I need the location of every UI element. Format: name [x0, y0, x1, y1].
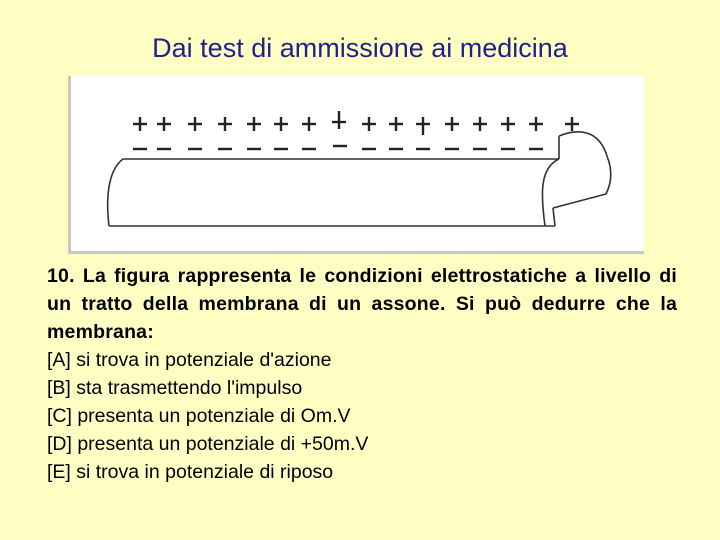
- plus-sign: [188, 117, 202, 131]
- plus-sign: [157, 117, 171, 131]
- plus-sign: [473, 117, 487, 131]
- plus-sign: [133, 117, 147, 131]
- answer-option-b: [B] sta trasmettendo l'impulso: [47, 377, 303, 399]
- plus-sign: [302, 117, 316, 131]
- membrane-figure: [68, 76, 644, 254]
- plus-sign: [416, 117, 430, 135]
- answer-option-d: [D] presenta un potenziale di +50m.V: [47, 433, 369, 455]
- question-block: [47, 262, 677, 486]
- plus-sign: [332, 111, 346, 129]
- answer-option-c: [C] presenta un potenziale di Om.V: [47, 405, 351, 427]
- membrane-outline: [108, 132, 611, 226]
- slide-title: Dai test di ammissione ai medicina: [152, 33, 568, 63]
- answer-option-a: [A] si trova in potenziale d'azione: [47, 349, 332, 371]
- plus-sign: [247, 117, 261, 131]
- plus-sign: [274, 117, 288, 131]
- plus-sign: [445, 117, 459, 131]
- plus-sign: [501, 117, 515, 131]
- axon-membrane-diagram: [71, 76, 644, 251]
- positive-charges: [133, 111, 579, 135]
- plus-sign: [362, 117, 376, 131]
- negative-charges: [133, 146, 543, 149]
- answer-option-e: [E] si trova in potenziale di riposo: [47, 461, 334, 483]
- plus-sign: [529, 117, 543, 131]
- plus-sign: [389, 117, 403, 131]
- question-text: 10. La figura rappresenta le condizioni elettrostatiche a livello di un tratto della membrana di un assone. Si può dedurre che la membrana:: [47, 265, 677, 343]
- plus-sign: [565, 117, 579, 131]
- plus-sign: [218, 117, 232, 131]
